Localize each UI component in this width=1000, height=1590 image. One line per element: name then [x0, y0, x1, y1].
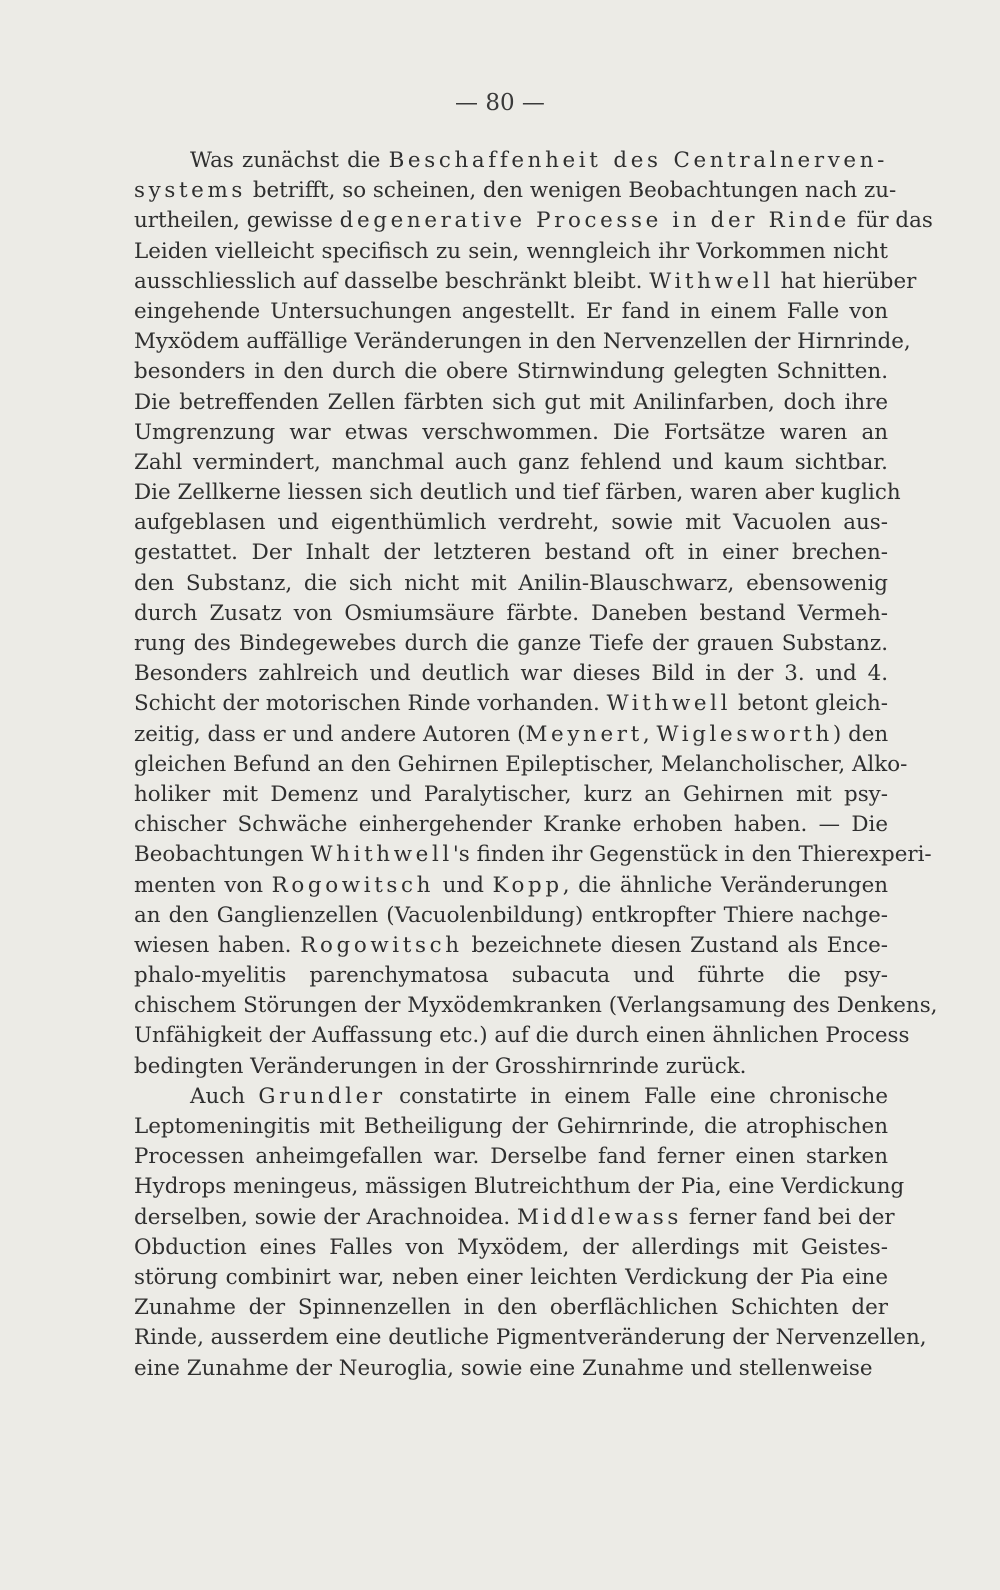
text-run: durch Zusatz von Osmiumsäure färbte. Daneben bestand Vermeh-: [134, 600, 888, 626]
text-line: [134, 1021, 910, 1051]
text-run: ) den: [832, 721, 889, 747]
text-line: [134, 1323, 927, 1353]
text-run: Processen anheimgefallen war. Derselbe fand ferner einen starken: [134, 1144, 888, 1170]
text-line: [134, 206, 933, 236]
text-line: [134, 146, 888, 176]
text-run: Schicht der motorischen Rinde vorhanden.: [134, 691, 607, 717]
text-line: [134, 1203, 895, 1233]
text-line: [134, 267, 917, 297]
text-run: bezeichnete diesen Zustand als Ence-: [462, 932, 889, 958]
paragraph: [134, 146, 938, 1082]
text-line: [134, 629, 888, 659]
text-run: besonders in den durch die obere Stirnwindung gelegten Schnitten.: [134, 359, 888, 385]
text-run: , die ähnliche Veränderungen: [562, 872, 888, 898]
spaced-name: systems: [134, 178, 247, 204]
spaced-name: Wiglesworth: [656, 721, 833, 747]
text-line: [134, 1354, 888, 1384]
text-run: chischer Schwäche einhergehender Kranke erhoben haben. — Die: [134, 812, 888, 838]
text-run: chischem Störungen der Myxödemkranken (Verlangsamung des Denkens,: [134, 993, 938, 1019]
text-line: [134, 508, 888, 538]
spaced-name: degenerative Processe in der Rinde: [339, 208, 850, 234]
text-run: bedingten Veränderungen in der Grosshirnrinde zurück.: [134, 1053, 747, 1079]
text-line: [134, 1052, 888, 1082]
text-run: Zunahme der Spinnenzellen in den oberflächlichen Schichten der: [134, 1295, 888, 1321]
page-number: — 80 —: [455, 90, 545, 116]
spaced-name: Meynert: [525, 721, 643, 747]
paragraph: [134, 1082, 927, 1384]
text-run: constatirte in einem Falle eine chronische: [385, 1083, 888, 1109]
text-run: rung des Bindegewebes durch die ganze Tiefe der grauen Substanz.: [134, 631, 888, 656]
text-line: [134, 176, 897, 206]
text-run: ferner fand bei der: [682, 1204, 895, 1230]
text-run: wiesen haben.: [134, 932, 301, 958]
text-line: [134, 689, 888, 719]
text-run: Obduction eines Falles von Myxödem, der allerdings mit Geistes-: [134, 1234, 888, 1260]
text-line: [134, 810, 888, 840]
text-run: urtheilen, gewisse: [134, 208, 340, 234]
text-line: [134, 840, 932, 870]
text-run: menten von: [134, 872, 272, 898]
spaced-name: Withwell: [649, 268, 774, 294]
text-line: [134, 961, 888, 991]
text-line: [134, 901, 888, 931]
text-line: [134, 538, 888, 568]
spaced-name: Whithwell: [310, 842, 453, 868]
text-line: [134, 478, 901, 508]
text-run: für das: [849, 208, 933, 234]
text-run: Myxödem auffällige Veränderungen in den Nervenzellen der Hirnrinde,: [134, 329, 911, 355]
spaced-name: Grundler: [258, 1083, 386, 1109]
text-run: Umgrenzung war etwas verschwommen. Die Fortsätze waren an: [134, 419, 888, 445]
text-line: [134, 780, 888, 810]
text-run: gestattet. Der Inhalt der letzteren bestand oft in einer brechen-: [134, 540, 888, 566]
text-run: Hydrops meningeus, mässigen Blutreichthum der Pia, eine Verdickung: [134, 1174, 905, 1200]
text-run: betont gleich-: [731, 691, 888, 717]
text-run: und: [434, 872, 493, 898]
text-run: eine Zunahme der Neuroglia, sowie eine Zunahme und stellenweise: [134, 1355, 873, 1381]
spaced-name: Beschaffenheit des Centralnerven-: [388, 148, 888, 173]
text-line: [134, 1112, 888, 1142]
spaced-name: Rogowitsch: [271, 872, 435, 898]
text-run: Unfähigkeit der Auffassung etc.) auf die durch einen ähnlichen Process: [134, 1023, 910, 1049]
text-line: [134, 569, 888, 599]
text-line: [134, 357, 888, 387]
text-run: 's finden ihr Gegenstück in den Thierexperi-: [452, 842, 932, 868]
text-run: zeitig, dass er und andere Autoren (: [134, 721, 526, 747]
text-line: [134, 448, 888, 478]
text-run: den Substanz, die sich nicht mit Anilin-Blauschwarz, ebensowenig: [134, 570, 888, 596]
text-run: Die Zellkerne liessen sich deutlich und tief färben, waren aber kuglich: [134, 480, 901, 506]
text-line: [134, 237, 888, 267]
text-line: [134, 1082, 888, 1112]
text-line: [134, 327, 911, 357]
text-run: störung combinirt war, neben einer leichten Verdickung der Pia eine: [134, 1264, 888, 1290]
spaced-name: Kopp: [492, 872, 563, 898]
text-run: ausschliesslich auf dasselbe beschränkt bleibt.: [134, 268, 650, 294]
text-run: ,: [642, 721, 657, 747]
spaced-name: Middlewass: [517, 1204, 683, 1230]
text-run: derselben, sowie der Arachnoidea.: [134, 1204, 518, 1230]
spaced-name: Withwell: [606, 691, 732, 717]
text-line: [134, 1172, 905, 1202]
text-run: Rinde, ausserdem eine deutliche Pigmentveränderung der Nervenzellen,: [134, 1325, 927, 1351]
text-run: Was zunächst die: [190, 148, 389, 173]
text-line: [134, 1142, 888, 1172]
text-line: [134, 1233, 888, 1263]
text-run: Zahl vermindert, manchmal auch ganz fehlend und kaum sichtbar.: [134, 449, 888, 475]
text-line: [134, 1293, 888, 1323]
text-line: [134, 418, 888, 448]
text-run: Besonders zahlreich und deutlich war dieses Bild in der 3. und 4.: [134, 661, 888, 687]
text-run: gleichen Befund an den Gehirnen Epileptischer, Melancholischer, Alko-: [134, 751, 908, 777]
text-line: [134, 599, 888, 629]
text-run: phalo-myelitis parenchymatosa subacuta und führte die psy-: [134, 963, 888, 989]
text-run: eingehende Untersuchungen angestellt. Er fand in einem Falle von: [134, 298, 888, 324]
text-run: betrifft, so scheinen, den wenigen Beobachtungen nach zu-: [246, 178, 897, 204]
text-run: Auch: [190, 1083, 259, 1109]
text-line: [134, 991, 938, 1021]
text-line: [134, 931, 888, 961]
text-run: Leiden vielleicht specifisch zu sein, wenngleich ihr Vorkommen nicht: [134, 238, 888, 264]
text-line: [134, 720, 888, 750]
spaced-name: Rogowitsch: [300, 932, 463, 958]
text-run: an den Ganglienzellen (Vacuolenbildung) entkropfter Thiere nachge-: [134, 902, 888, 928]
text-run: aufgeblasen und eigenthümlich verdreht, sowie mit Vacuolen aus-: [134, 510, 888, 536]
text-run: Beobachtungen: [134, 842, 311, 868]
text-run: Die betreffenden Zellen färbten sich gut mit Anilinfarben, doch ihre: [134, 389, 888, 415]
text-run: Leptomeningitis mit Betheiligung der Gehirnrinde, die atrophischen: [134, 1114, 888, 1139]
text-line: [134, 1263, 888, 1293]
text-run: hat hierüber: [773, 268, 917, 294]
text-line: [134, 871, 888, 901]
body-text: [134, 146, 938, 1384]
text-line: [134, 750, 908, 780]
text-line: [134, 297, 888, 327]
text-run: holiker mit Demenz und Paralytischer, kurz an Gehirnen mit psy-: [134, 781, 888, 807]
text-line: [134, 388, 888, 418]
text-line: [134, 659, 888, 689]
